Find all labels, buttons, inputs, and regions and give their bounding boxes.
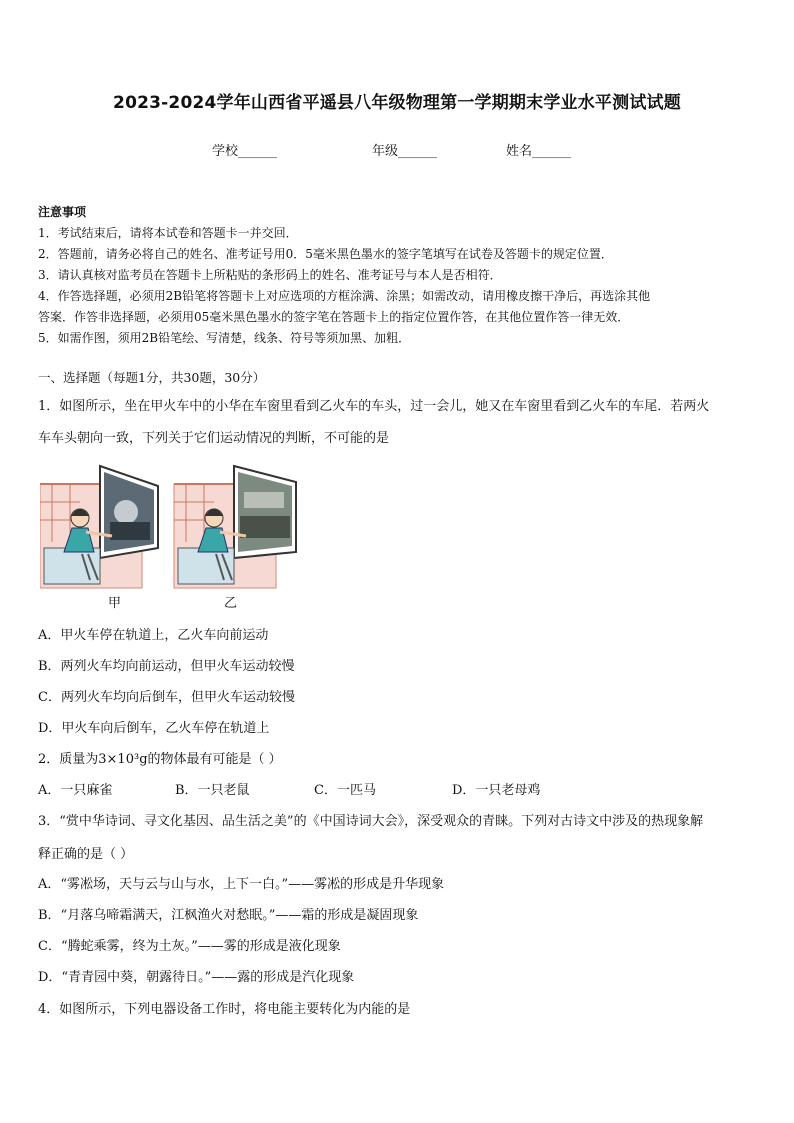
question-2-option-d: D．一只老母鸡 [452, 783, 541, 798]
question-1-stem [38, 395, 760, 446]
question-2-option-a: A．一只麻雀 [38, 783, 113, 798]
page-title: 2023-2024学年山西省平遥县八年级物理第一学期期末学业水平测试试题 [113, 93, 681, 113]
question-3-option-c: C．“腾蛇乘雾，终为土灰。”——雾的形成是液化现象 [38, 939, 341, 954]
notice-item: 2．答题前，请务必将自己的姓名、准考证号用0．5毫米黑色墨水的签字笔填写在试卷及答题卡的规定位置． [38, 247, 613, 261]
notice-item: 5．如需作图，须用2B铅笔绘、写清楚，线条、符号等须加黑、加粗． [38, 331, 411, 345]
right-panel-illustration [174, 466, 296, 588]
question-3-line-1: 3．“赏中华诗词、寻文化基因、品生活之美”的《中国诗词大会》，深受观众的青睐。下列对古诗文中涉及的热现象解 [38, 814, 704, 829]
question-2-option-b: B．一只老鼠 [175, 783, 250, 798]
question-4-stem: 4．如图所示，下列电器设备工作时，将电能主要转化为内能的是 [38, 1002, 411, 1017]
notice-heading: 注意事项 [38, 205, 87, 219]
notice-item: 3．请认真核对监考员在答题卡上所粘贴的条形码上的姓名、准考证号与本人是否相符． [38, 268, 502, 282]
question-3-option-a: A．“雾凇场，天与云与山与水，上下一白。”——雾凇的形成是升华现象 [38, 877, 445, 892]
left-panel-illustration [40, 466, 158, 588]
section-heading: 一、选择题（每题1分，共30题，30分） [38, 370, 266, 385]
question-1-option-c: C．两列火车均向后倒车，但甲火车运动较慢 [38, 690, 295, 705]
question-1-line-1: 1．如图所示，坐在甲火车中的小华在车窗里看到乙火车的车头，过一会儿，她又在车窗里看到乙火车的车尾．若两火 [38, 399, 710, 414]
question-1-option-b: B．两列火车均向前运动，但甲火车运动较慢 [38, 659, 295, 674]
question-1-line-2: 车车头朝向一致，下列关于它们运动情况的判断，不可能的是 [38, 431, 390, 446]
question-2-option-c: C．一匹马 [314, 783, 376, 798]
notice-section [38, 202, 758, 349]
school-field: 学校______ [212, 144, 278, 159]
question-2-stem: 2．质量为3×10³g的物体最有可能是（ ） [38, 752, 282, 767]
name-field: 姓名______ [506, 144, 572, 159]
notice-item: 答案．作答非选择题，必须用05毫米黑色墨水的签字笔在答题卡上的指定位置作答，在其他位置作答一律无效． [38, 310, 630, 324]
grade-field: 年级______ [372, 144, 438, 159]
question-3-option-b: B．“月落乌啼霜满天，江枫渔火对愁眠。”——霜的形成是凝固现象 [38, 908, 419, 923]
question-1-option-a: A．甲火车停在轨道上，乙火车向前运动 [38, 628, 269, 643]
notice-item: 1．考试结束后，请将本试卷和答题卡一并交回． [38, 226, 298, 240]
question-1-option-d: D．甲火车向后倒车，乙火车停在轨道上 [38, 721, 270, 736]
question-3-stem [38, 810, 760, 862]
train-window-figure [40, 462, 300, 612]
figure-label-jia: 甲 [108, 596, 122, 611]
question-3-line-2: 释正确的是（ ） [38, 847, 134, 862]
question-3-option-d: D．“青青园中葵，朝露待日。”——露的形成是汽化现象 [38, 970, 355, 985]
figure-label-yi: 乙 [224, 596, 238, 611]
train-window-illustration [40, 462, 300, 592]
notice-item: 4．作答选择题，必须用2B铅笔将答题卡上对应选项的方框涂满、涂黑；如需改动，请用橡皮擦干净后，再选涂其他 [38, 289, 651, 303]
